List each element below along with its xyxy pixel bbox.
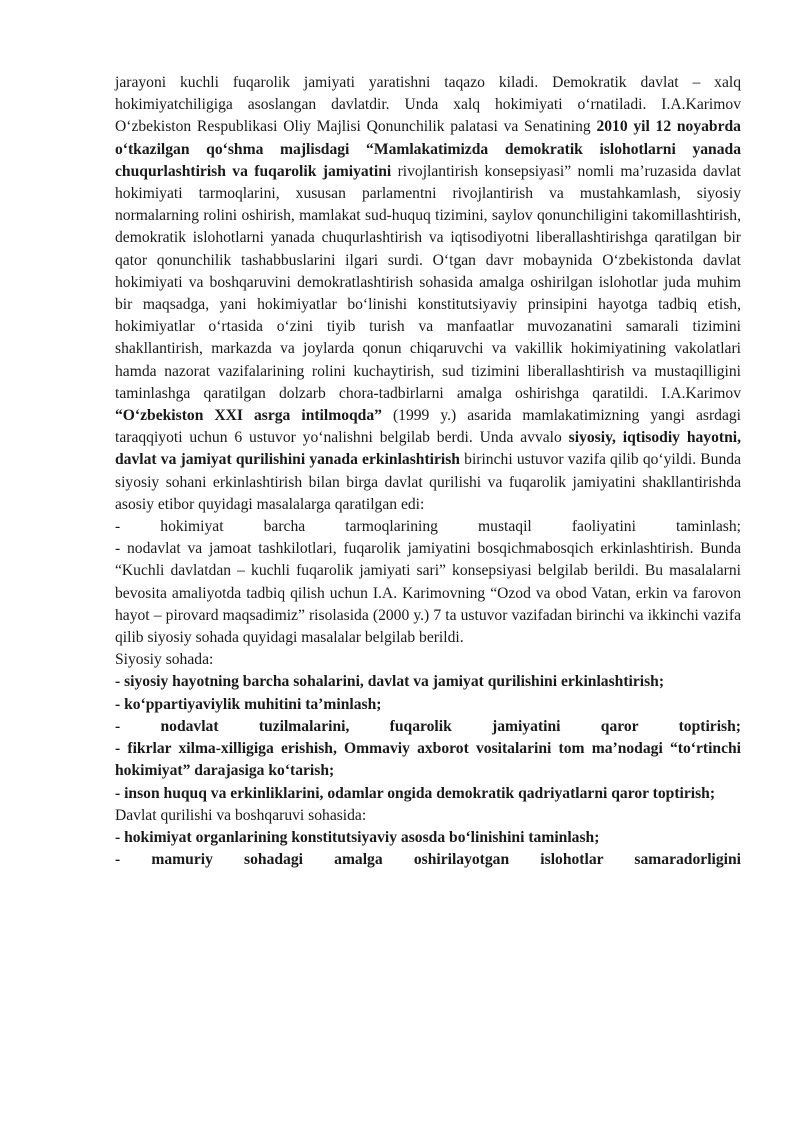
section-heading-political: Siyosiy sohada: xyxy=(115,651,214,669)
intro-text: jarayoni kuchli fuqarolik jamiyati yaratishni taqazo kiladi. Demokratik davlat – xalq hokimiyatchiligiga asoslangan davlatdir. Unda xalq hokimiyati oʻrnatiladi. I.A.Karimov Oʻzbekiston Respublikasi Oliy Majlisi Qonunchilik palatasi va Senatining xyxy=(115,74,741,136)
intro-text-3: (1999 y.) asarida mamlakatimizning yangi asrdagi taraqqiyoti uchun 6 ustuvor yoʻnalishni belgilab berdi. Unda avvalo xyxy=(115,407,741,447)
document-page xyxy=(115,72,741,871)
list-item: - siyosiy hayotning barcha sohalarini, davlat va jamiyat qurilishini erkinlashtirish; xyxy=(115,673,665,691)
list-item: - fikrlar xilma-xilligiga erishish, Ommaviy axborot vositalarini tom maʼnodagi “toʻrtinchi hokimiyat” darajasiga koʻtarish; xyxy=(115,740,741,780)
list-item: - hokimiyat barcha tarmoqlarining mustaqil faoliyatini taminlash; xyxy=(115,518,741,536)
intro-text-4: birinchi ustuvor vazifa qilib qoʻyildi. Bunda siyosiy sohani erkinlashtirish bilan birga davlat qurilishi va fuqarolik jamiyatini shakllantirishda asosiy etibor quyidagi masalalarga qaratilgan edi: xyxy=(115,451,741,513)
session-reference: 2010 yil 12 noyabrda oʻtkazilgan qoʻshma majlisdagi “Mamlakatimizda demokratik islohotlarni yanada chuqurlashtirish va fuqarolik jamiyatini xyxy=(115,118,741,180)
intro-text-2: rivojlantirish konsepsiyasi” nomli maʼruzasida davlat hokimiyati tarmoqlarini, xususan parlamentni rivojlantirish va mustahkamlash, siyosiy normalarning rolini oshirish, mamlakat sud-huquq tizimini, saylov qonunchiligini takomillashtirish, demokratik islohotlarni yanada chuqurlashtirish va iqtisodiyotni liberallashtirishga qaratilgan bir qator qonunchilik tashabbuslarini ilgari surdi. Oʻtgan davr mobaynida Oʻzbekistonda davlat hokimiyati va boshqaruvini demokratlashtirish sohasida amalga oshirilgan islohotlar juda muhim bir maqsadga, yani hokimiyatlar boʻlinishi konstitutsiyaviy prinsipini hayotga tadbiq etish, hokimiyatlar oʻrtasida oʻzini tiyib turish va manfaatlar muvozanatini samarali tizimini shakllantirish, markazda va joylarda qonun chiqaruvchi va vakillik hokimiyatining vakolatlari hamda nazorat vazifalarining rolini kuchaytirish, sud tizimini liberallashtirish va mustaqilligini taminlashga qaratilgan dolzarb chora-tadbirlarni amalga oshirishga qaratildi. I.A.Karimov xyxy=(115,162,741,402)
body-paragraph xyxy=(115,72,741,516)
list-item: - koʻppartiyaviylik muhitini taʼminlash; xyxy=(115,695,382,713)
list-item: - nodavlat va jamoat tashkilotlari, fuqarolik jamiyatini bosqichmabosqich erkinlashtirish. Bunda “Kuchli davlatdan – kuchli fuqarolik jamiyati sari” konsepsiyasi belgilab berildi. Bu masalalarni bevosita amaliyotda tadbiq qilish uchun I.A. Karimovning “Ozod va obod Vatan, erkin va farovon hayot – pirovard maqsadimiz” risolasida (2000 y.) 7 ta ustuvor vazifadan birinchi va ikkinchi vazifa qilib siyosiy sohada quyidagi masalalar belgilab berildi. xyxy=(115,540,741,647)
list-item: - inson huquq va erkinliklarini, odamlar ongida demokratik qadriyatlarni qaror toptirish; xyxy=(115,784,716,802)
priority-phrase: siyosiy, iqtisodiy hayotni, davlat va jamiyat qurilishini yanada erkinlashtirish xyxy=(115,429,741,469)
list-item: - nodavlat tuzilmalarini, fuqarolik jamiyatini qaror toptirish; xyxy=(115,717,741,735)
list-item: - mamuriy sohadagi amalga oshirilayotgan islohotlar samaradorligini xyxy=(115,851,741,869)
work-title: “Oʻzbekiston XXI asrga intilmoqda” xyxy=(115,407,382,425)
section-heading-state: Davlat qurilishi va boshqaruvi sohasida: xyxy=(115,806,367,824)
list-item: - hokimiyat organlarining konstitutsiyaviy asosda boʻlinishini taminlash; xyxy=(115,828,600,846)
